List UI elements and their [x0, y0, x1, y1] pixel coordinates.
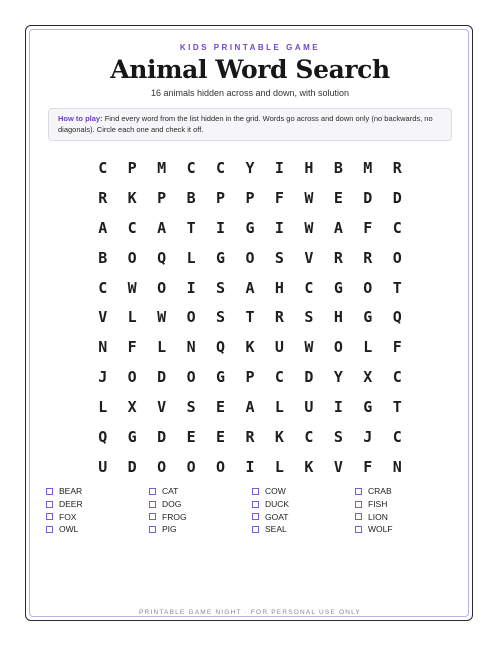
- grid-cell[interactable]: Q: [216, 338, 226, 357]
- grid-cell[interactable]: G: [333, 278, 343, 297]
- grid-cell[interactable]: K: [127, 188, 137, 207]
- word-label: CRAB: [368, 486, 392, 497]
- grid-cell[interactable]: F: [274, 188, 284, 207]
- grid-cell[interactable]: G: [363, 398, 373, 417]
- grid-cell[interactable]: C: [304, 427, 314, 446]
- grid-cell[interactable]: D: [392, 188, 402, 207]
- grid-cell[interactable]: C: [392, 218, 402, 237]
- checkbox-icon[interactable]: [149, 501, 156, 508]
- grid-cell[interactable]: O: [363, 278, 373, 297]
- grid-cell[interactable]: E: [216, 398, 226, 417]
- instructions-box: [48, 108, 452, 141]
- word-label: DEER: [59, 499, 83, 510]
- page-title: Animal Word Search: [110, 55, 390, 84]
- grid-cell[interactable]: B: [98, 248, 108, 267]
- grid-cell[interactable]: M: [363, 158, 373, 177]
- grid-cell[interactable]: C: [186, 158, 196, 177]
- grid-cell[interactable]: V: [157, 398, 167, 417]
- checkbox-icon[interactable]: [252, 526, 259, 533]
- grid-cell[interactable]: H: [333, 308, 343, 327]
- instructions-text: Find every word from the list hidden in the grid. Words go across and down only (no backwards, no diagonals). Circle each one and check it off.: [58, 114, 433, 134]
- grid-cell[interactable]: O: [392, 248, 402, 267]
- word-label: OWL: [59, 524, 79, 535]
- word-list-item[interactable]: [355, 510, 458, 523]
- grid-cell[interactable]: T: [245, 308, 255, 327]
- grid-cell[interactable]: M: [157, 158, 167, 177]
- grid-cell[interactable]: D: [157, 368, 167, 387]
- checkbox-icon[interactable]: [252, 501, 259, 508]
- grid-cell[interactable]: O: [186, 457, 196, 476]
- grid-cell[interactable]: A: [157, 218, 167, 237]
- grid-cell[interactable]: C: [98, 278, 108, 297]
- grid-cell[interactable]: R: [333, 248, 343, 267]
- grid-cell[interactable]: G: [363, 308, 373, 327]
- checkbox-icon[interactable]: [149, 513, 156, 520]
- word-list-item[interactable]: [355, 498, 458, 511]
- word-label: DOG: [162, 499, 182, 510]
- grid-cell[interactable]: I: [186, 278, 196, 297]
- grid-cell[interactable]: X: [127, 398, 137, 417]
- grid-cell[interactable]: P: [245, 188, 255, 207]
- word-label: COW: [265, 486, 286, 497]
- grid-cell[interactable]: A: [245, 398, 255, 417]
- grid-cell[interactable]: S: [216, 308, 226, 327]
- grid-cell[interactable]: G: [216, 248, 226, 267]
- checkbox-icon[interactable]: [355, 526, 362, 533]
- word-list-item[interactable]: [149, 510, 252, 523]
- grid-cell[interactable]: C: [392, 368, 402, 387]
- checkbox-icon[interactable]: [355, 488, 362, 495]
- grid-cell[interactable]: F: [392, 338, 402, 357]
- word-label: SEAL: [265, 524, 287, 535]
- checkbox-icon[interactable]: [46, 526, 53, 533]
- grid-cell[interactable]: G: [245, 218, 255, 237]
- grid-cell[interactable]: T: [392, 398, 402, 417]
- grid-cell[interactable]: A: [98, 218, 108, 237]
- grid-cell[interactable]: L: [274, 398, 284, 417]
- grid-cell[interactable]: Q: [392, 308, 402, 327]
- grid-cell[interactable]: S: [304, 308, 314, 327]
- checkbox-icon[interactable]: [252, 513, 259, 520]
- grid-cell[interactable]: I: [274, 158, 284, 177]
- grid-cell[interactable]: T: [186, 218, 196, 237]
- grid-cell[interactable]: O: [186, 368, 196, 387]
- grid-cell[interactable]: W: [304, 218, 314, 237]
- checkbox-icon[interactable]: [46, 488, 53, 495]
- grid-cell[interactable]: Q: [98, 427, 108, 446]
- grid-cell[interactable]: O: [216, 457, 226, 476]
- grid-cell[interactable]: A: [333, 218, 343, 237]
- grid-cell[interactable]: L: [186, 248, 196, 267]
- word-label: BEAR: [59, 486, 83, 497]
- grid-cell[interactable]: C: [127, 218, 137, 237]
- word-label: FOX: [59, 511, 77, 522]
- grid-cell[interactable]: C: [304, 278, 314, 297]
- grid-cell[interactable]: W: [304, 338, 314, 357]
- grid-cell[interactable]: E: [186, 427, 196, 446]
- word-label: PIG: [162, 524, 177, 535]
- grid-cell[interactable]: W: [157, 308, 167, 327]
- grid-cell[interactable]: P: [245, 368, 255, 387]
- grid-cell[interactable]: S: [216, 278, 226, 297]
- footer-note: PRINTABLE GAME NIGHT · FOR PERSONAL USE ONLY: [139, 609, 361, 616]
- grid-cell[interactable]: K: [245, 338, 255, 357]
- grid-cell[interactable]: G: [216, 368, 226, 387]
- word-label: FROG: [162, 511, 187, 522]
- checkbox-icon[interactable]: [252, 488, 259, 495]
- kicker-label: KIDS PRINTABLE GAME: [179, 43, 321, 52]
- grid-cell[interactable]: C: [274, 368, 284, 387]
- grid-cell[interactable]: Q: [157, 248, 167, 267]
- grid-cell[interactable]: V: [333, 457, 343, 476]
- grid-cell[interactable]: R: [274, 308, 284, 327]
- grid-cell[interactable]: L: [363, 338, 373, 357]
- grid-cell[interactable]: I: [245, 457, 255, 476]
- word-label: WOLF: [368, 524, 393, 535]
- word-label: CAT: [162, 486, 179, 497]
- grid-cell[interactable]: R: [245, 427, 255, 446]
- grid-cell[interactable]: F: [363, 457, 373, 476]
- word-list-item[interactable]: [149, 523, 252, 536]
- grid-cell[interactable]: O: [157, 457, 167, 476]
- grid-cell[interactable]: R: [392, 158, 402, 177]
- grid-cell[interactable]: O: [333, 338, 343, 357]
- grid-cell[interactable]: P: [127, 158, 137, 177]
- word-list-item[interactable]: [46, 498, 149, 511]
- grid-cell[interactable]: V: [304, 248, 314, 267]
- grid-cell[interactable]: D: [127, 457, 137, 476]
- grid-cell[interactable]: Y: [245, 158, 255, 177]
- grid-cell[interactable]: O: [245, 248, 255, 267]
- grid-cell[interactable]: E: [216, 427, 226, 446]
- word-list-item[interactable]: [46, 485, 149, 498]
- checkbox-icon[interactable]: [149, 526, 156, 533]
- grid-cell[interactable]: Y: [333, 368, 343, 387]
- checkbox-icon[interactable]: [46, 513, 53, 520]
- grid-cell[interactable]: K: [304, 457, 314, 476]
- word-list-item[interactable]: [149, 485, 252, 498]
- word-list-item[interactable]: [46, 523, 149, 536]
- grid-cell[interactable]: C: [392, 427, 402, 446]
- grid-cell[interactable]: I: [274, 218, 284, 237]
- grid-cell[interactable]: T: [392, 278, 402, 297]
- grid-cell[interactable]: X: [363, 368, 373, 387]
- grid-cell[interactable]: S: [274, 248, 284, 267]
- grid-cell[interactable]: O: [186, 308, 196, 327]
- grid-cell[interactable]: R: [363, 248, 373, 267]
- word-label: GOAT: [265, 511, 289, 522]
- grid-cell[interactable]: U: [98, 457, 108, 476]
- checkbox-icon[interactable]: [149, 488, 156, 495]
- word-list-item[interactable]: [252, 523, 355, 536]
- instructions-label: How to play:: [58, 114, 103, 123]
- grid-cell[interactable]: F: [127, 338, 137, 357]
- grid-cell[interactable]: O: [127, 368, 137, 387]
- grid-cell[interactable]: R: [98, 188, 108, 207]
- grid-cell[interactable]: U: [304, 398, 314, 417]
- grid-cell[interactable]: B: [186, 188, 196, 207]
- checkbox-icon[interactable]: [46, 501, 53, 508]
- word-list-item[interactable]: [252, 510, 355, 523]
- word-list-item[interactable]: [355, 523, 458, 536]
- grid-cell[interactable]: H: [304, 158, 314, 177]
- grid-cell[interactable]: I: [333, 398, 343, 417]
- grid-cell[interactable]: P: [216, 188, 226, 207]
- grid-cell[interactable]: L: [127, 308, 137, 327]
- word-list-item[interactable]: [355, 485, 458, 498]
- grid-cell[interactable]: N: [186, 338, 196, 357]
- grid-cell[interactable]: S: [186, 398, 196, 417]
- word-list: [46, 485, 458, 536]
- grid-cell[interactable]: W: [127, 278, 137, 297]
- grid-cell[interactable]: F: [363, 218, 373, 237]
- checkbox-icon[interactable]: [355, 513, 362, 520]
- grid-cell[interactable]: O: [157, 278, 167, 297]
- word-list-item[interactable]: [252, 485, 355, 498]
- grid-cell[interactable]: J: [363, 427, 373, 446]
- grid-cell[interactable]: N: [98, 338, 108, 357]
- grid-cell[interactable]: H: [274, 278, 284, 297]
- grid-cell[interactable]: L: [98, 398, 108, 417]
- grid-cell[interactable]: E: [333, 188, 343, 207]
- grid-cell[interactable]: P: [157, 188, 167, 207]
- page-subtitle: 16 animals hidden across and down, with solution: [150, 88, 350, 98]
- word-list-item[interactable]: [252, 498, 355, 511]
- grid-cell[interactable]: G: [127, 427, 137, 446]
- word-list-item[interactable]: [149, 498, 252, 511]
- word-label: FISH: [368, 499, 388, 510]
- grid-cell[interactable]: K: [274, 427, 284, 446]
- grid-cell[interactable]: N: [392, 457, 402, 476]
- grid-cell[interactable]: B: [333, 158, 343, 177]
- grid-cell[interactable]: D: [304, 368, 314, 387]
- grid-cell[interactable]: J: [98, 368, 108, 387]
- grid-cell[interactable]: O: [127, 248, 137, 267]
- letter-grid: [88, 153, 412, 482]
- grid-cell[interactable]: D: [157, 427, 167, 446]
- grid-cell[interactable]: V: [98, 308, 108, 327]
- grid-cell[interactable]: L: [157, 338, 167, 357]
- word-label: DUCK: [265, 499, 290, 510]
- grid-cell[interactable]: C: [98, 158, 108, 177]
- grid-cell[interactable]: C: [216, 158, 226, 177]
- word-label: LION: [368, 511, 388, 522]
- grid-cell[interactable]: W: [304, 188, 314, 207]
- grid-cell[interactable]: D: [363, 188, 373, 207]
- grid-cell[interactable]: L: [274, 457, 284, 476]
- word-list-item[interactable]: [46, 510, 149, 523]
- checkbox-icon[interactable]: [355, 501, 362, 508]
- grid-cell[interactable]: U: [274, 338, 284, 357]
- grid-cell[interactable]: I: [216, 218, 226, 237]
- grid-cell[interactable]: S: [333, 427, 343, 446]
- grid-cell[interactable]: A: [245, 278, 255, 297]
